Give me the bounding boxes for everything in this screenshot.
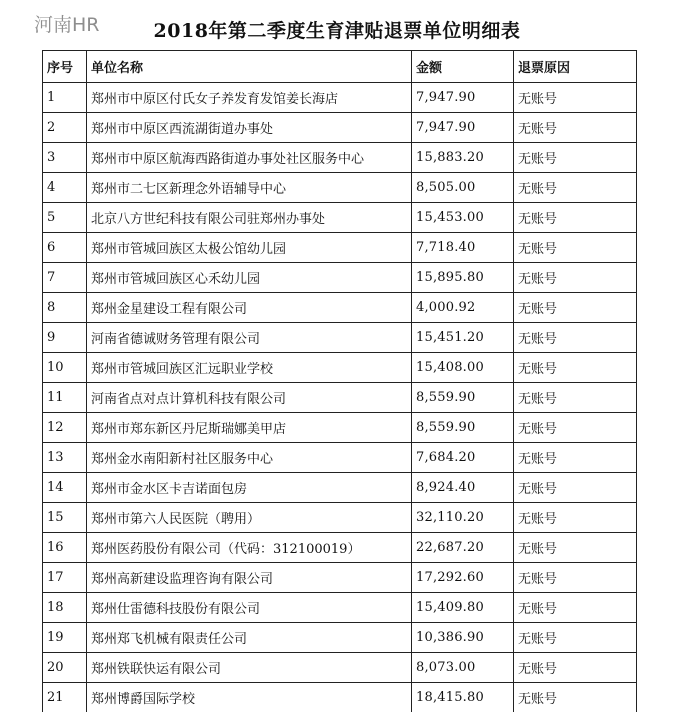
table-row: [43, 503, 637, 533]
header-no: 序号: [43, 51, 87, 83]
cell-amount: 22,687.20: [412, 533, 514, 563]
table-row: [43, 683, 637, 713]
cell-reason: 无账号: [514, 503, 637, 533]
cell-amount: 7,947.90: [412, 83, 514, 113]
cell-reason: 无账号: [514, 533, 637, 563]
cell-no: 5: [43, 203, 87, 233]
cell-no: 7: [43, 263, 87, 293]
cell-name: 郑州市中原区航海西路街道办事处社区服务中心: [87, 143, 412, 173]
table-row: [43, 353, 637, 383]
table-row: [43, 383, 637, 413]
cell-amount: 15,883.20: [412, 143, 514, 173]
table-row: [43, 143, 637, 173]
cell-reason: 无账号: [514, 263, 637, 293]
cell-no: 4: [43, 173, 87, 203]
cell-name: 郑州市二七区新理念外语辅导中心: [87, 173, 412, 203]
watermark-logo: 河南HR: [34, 14, 100, 36]
cell-amount: 15,453.00: [412, 203, 514, 233]
table-row: [43, 593, 637, 623]
table-row: [43, 83, 637, 113]
cell-name: 河南省点对点计算机科技有限公司: [87, 383, 412, 413]
cell-reason: 无账号: [514, 293, 637, 323]
cell-name: 北京八方世纪科技有限公司驻郑州办事处: [87, 203, 412, 233]
cell-no: 16: [43, 533, 87, 563]
cell-amount: 15,409.80: [412, 593, 514, 623]
table-row: [43, 293, 637, 323]
cell-reason: 无账号: [514, 323, 637, 353]
cell-reason: 无账号: [514, 143, 637, 173]
cell-name: 郑州市金水区卡吉诺面包房: [87, 473, 412, 503]
cell-no: 11: [43, 383, 87, 413]
cell-reason: 无账号: [514, 173, 637, 203]
cell-name: 郑州铁联快运有限公司: [87, 653, 412, 683]
table-row: [43, 173, 637, 203]
cell-reason: 无账号: [514, 233, 637, 263]
cell-no: 6: [43, 233, 87, 263]
cell-name: 郑州医药股份有限公司（代码：312100019）: [87, 533, 412, 563]
table-row: [43, 233, 637, 263]
cell-reason: 无账号: [514, 623, 637, 653]
table-row: [43, 113, 637, 143]
table-row: [43, 563, 637, 593]
table-row: [43, 413, 637, 443]
cell-amount: 4,000.92: [412, 293, 514, 323]
cell-amount: 8,073.00: [412, 653, 514, 683]
cell-amount: 10,386.90: [412, 623, 514, 653]
cell-name: 郑州仕雷德科技股份有限公司: [87, 593, 412, 623]
cell-amount: 8,559.90: [412, 383, 514, 413]
cell-name: 郑州市管城回族区心禾幼儿园: [87, 263, 412, 293]
cell-reason: 无账号: [514, 473, 637, 503]
cell-no: 18: [43, 593, 87, 623]
cell-reason: 无账号: [514, 203, 637, 233]
table-row: [43, 473, 637, 503]
table-row: [43, 323, 637, 353]
cell-amount: 8,559.90: [412, 413, 514, 443]
cell-reason: 无账号: [514, 563, 637, 593]
cell-reason: 无账号: [514, 653, 637, 683]
table-header-row: [43, 51, 637, 83]
cell-name: 郑州市管城回族区汇远职业学校: [87, 353, 412, 383]
cell-no: 15: [43, 503, 87, 533]
cell-no: 19: [43, 623, 87, 653]
cell-reason: 无账号: [514, 83, 637, 113]
cell-amount: 7,718.40: [412, 233, 514, 263]
header-reason: 退票原因: [514, 51, 637, 83]
table-row: [43, 653, 637, 683]
cell-reason: 无账号: [514, 413, 637, 443]
cell-name: 郑州市郑东新区丹尼斯瑞娜美甲店: [87, 413, 412, 443]
cell-amount: 32,110.20: [412, 503, 514, 533]
cell-reason: 无账号: [514, 353, 637, 383]
cell-reason: 无账号: [514, 113, 637, 143]
table-body: [43, 83, 637, 713]
cell-amount: 7,947.90: [412, 113, 514, 143]
cell-no: 10: [43, 353, 87, 383]
table-row: [43, 263, 637, 293]
cell-name: 郑州市管城回族区太极公馆幼儿园: [87, 233, 412, 263]
cell-reason: 无账号: [514, 383, 637, 413]
table-row: [43, 623, 637, 653]
cell-name: 郑州金星建设工程有限公司: [87, 293, 412, 323]
cell-reason: 无账号: [514, 443, 637, 473]
cell-amount: 15,408.00: [412, 353, 514, 383]
cell-no: 13: [43, 443, 87, 473]
cell-no: 2: [43, 113, 87, 143]
cell-name: 郑州高新建设监理咨询有限公司: [87, 563, 412, 593]
cell-amount: 8,505.00: [412, 173, 514, 203]
cell-name: 郑州市第六人民医院（聘用）: [87, 503, 412, 533]
cell-amount: 18,415.80: [412, 683, 514, 713]
refund-table: [42, 50, 637, 712]
cell-no: 20: [43, 653, 87, 683]
cell-amount: 15,895.80: [412, 263, 514, 293]
cell-name: 河南省德诚财务管理有限公司: [87, 323, 412, 353]
cell-no: 8: [43, 293, 87, 323]
cell-name: 郑州金水南阳新村社区服务中心: [87, 443, 412, 473]
cell-no: 3: [43, 143, 87, 173]
page-title: 2018年第二季度生育津贴退票单位明细表: [153, 20, 521, 42]
cell-reason: 无账号: [514, 593, 637, 623]
cell-no: 21: [43, 683, 87, 713]
cell-amount: 8,924.40: [412, 473, 514, 503]
cell-no: 1: [43, 83, 87, 113]
cell-name: 郑州郑飞机械有限责任公司: [87, 623, 412, 653]
cell-name: 郑州市中原区西流湖街道办事处: [87, 113, 412, 143]
cell-amount: 17,292.60: [412, 563, 514, 593]
header-name: 单位名称: [87, 51, 412, 83]
cell-no: 9: [43, 323, 87, 353]
table-row: [43, 203, 637, 233]
cell-name: 郑州市中原区付氏女子养发育发馆姜长海店: [87, 83, 412, 113]
table-row: [43, 443, 637, 473]
table-row: [43, 533, 637, 563]
cell-name: 郑州博爵国际学校: [87, 683, 412, 713]
cell-no: 14: [43, 473, 87, 503]
cell-no: 12: [43, 413, 87, 443]
header-amount: 金额: [412, 51, 514, 83]
cell-no: 17: [43, 563, 87, 593]
cell-amount: 15,451.20: [412, 323, 514, 353]
cell-reason: 无账号: [514, 683, 637, 713]
cell-amount: 7,684.20: [412, 443, 514, 473]
